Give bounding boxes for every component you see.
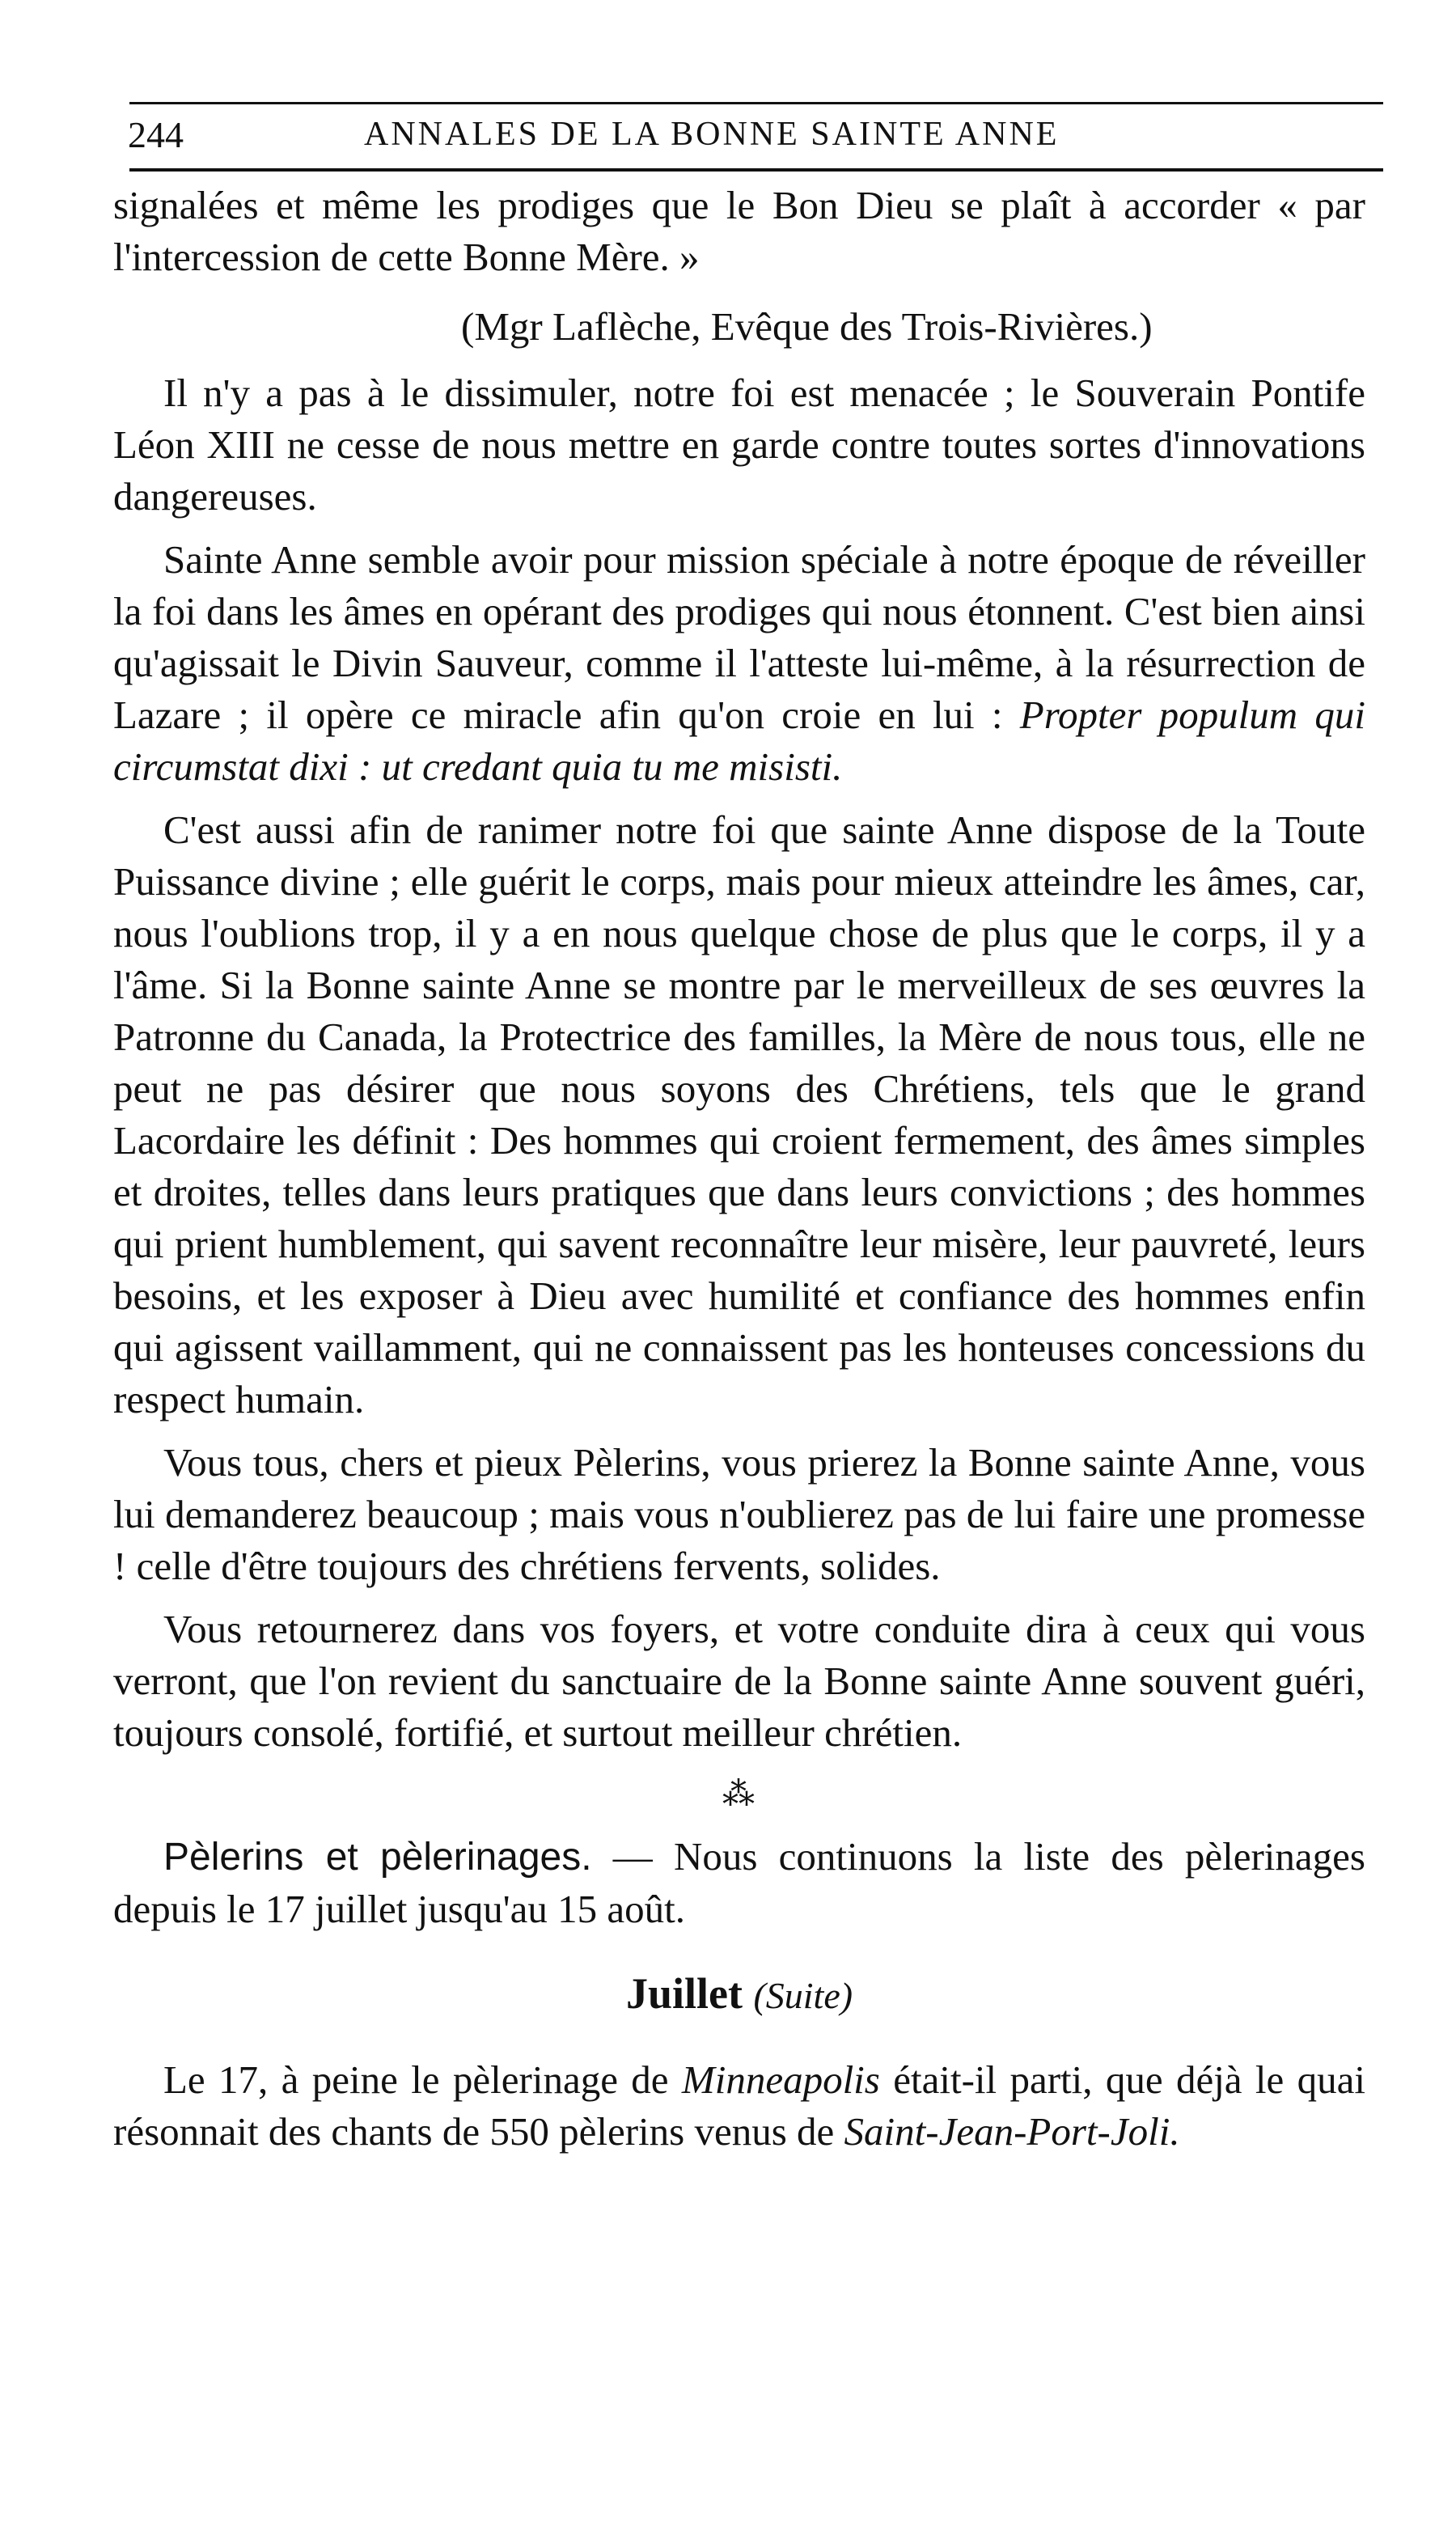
paragraph-pilgrims: Vous tous, chers et pieux Pèlerins, vous prierez la Bonne sainte Anne, vous lui demanderez beaucoup ; mais vous n'oublierez pas de lui faire une promesse ! celle d'être toujours des chrétiens fervents, solides. [113,1440,1365,1588]
city-saint-jean-port-joli: Saint-Jean-Port-Joli. [844,2109,1180,2154]
pilgrimages-text: — Nous continuons la liste des pèlerinages depuis le 17 juillet jusqu'au 15 août. [113,1834,1365,1931]
section-title-month: Juillet [625,1969,743,2018]
paragraph-mission [113,534,1365,793]
section-ornament: ⁂ [722,1776,756,1812]
paragraph-faith-threatened: Il n'y a pas à le dissimuler, notre foi est menacée ; le Souverain Pontife Léon XIII ne cesse de nous mettre en garde contre toutes sortes d'innovations dangereuses. [113,371,1365,519]
paragraph-return-home: Vous retournerez dans vos foyers, et votre conduite dira à ceux qui vous verront, que l'on revient du sanctuaire de la Bonne sainte Anne souvent guéri, toujours consolé, fortifié, et surtout meilleur chrétien. [113,1607,1365,1755]
city-minneapolis: Minneapolis [681,2057,880,2102]
mission-text: Sainte Anne semble avoir pour mission spéciale à notre époque de réveiller la foi dans les âmes en opérant des prodiges qui nous étonnent. C'est bien ainsi qu'agissait le Divin Sauveur, comme il l'atteste lui-même, à la résurrection de Lazare ; il opère ce miracle afin qu'on croie en lui : [113,537,1365,737]
section-title [113,1968,1365,2022]
latin-quote: Propter populum qui circumstat dixi : ut credant quia tu me misisti. [113,693,1365,789]
paragraph-quote-end: signalées et même les prodiges que le Bon Dieu se plaît à accorder « par l'intercession de cette Bonne Mère. » [113,183,1365,279]
header-bottom-rule [129,168,1383,172]
july17-text-b: était-il parti, que déjà le quai résonnait des chants de 550 pèlerins venus de [113,2057,1365,2154]
pilgrimages-heading: Pèlerins et pèlerinages. [163,1836,592,1879]
paragraph-july-17 [113,2054,1365,2158]
paragraph-pilgrimages [113,1831,1365,1935]
page-body [113,180,1365,2158]
july17-text-a: Le 17, à peine le pèlerinage de [163,2057,682,2102]
header-top-rule [129,102,1383,104]
running-title: ANNALES DE LA BONNE SAINTE ANNE [364,116,1060,153]
paragraph-christians: C'est aussi afin de ranimer notre foi que sainte Anne dispose de la Toute Puissance divine ; elle guérit le corps, mais pour mieux atteindre les âmes, car, nous l'oublions trop, il y a en nous quelque chose de plus que le corps, il y a l'âme. Si la Bonne sainte Anne se montre par le merveilleux de ses œuvres la Patronne du Canada, la Protectrice des familles, la Mère de nous tous, elle ne peut ne pas désirer que nous soyons des Chrétiens, tels que le grand Lacordaire les définit : Des hommes qui croient fermement, des âmes simples et droites, telles dans leurs pratiques que dans leurs convictions ; des hommes qui prient humblement, qui savent reconnaître leur misère, leur pauvreté, leurs besoins, et les exposer à Dieu avec humilité et confiance des hommes enfin qui agissent vaillamment, qui ne connaissent pas les honteuses concessions du respect humain. [113,807,1365,1421]
page-number: 244 [128,114,184,155]
section-title-suffix: (Suite) [753,1975,853,2016]
attribution: (Mgr Laflèche, Evêque des Trois-Rivières.) [461,304,1153,349]
